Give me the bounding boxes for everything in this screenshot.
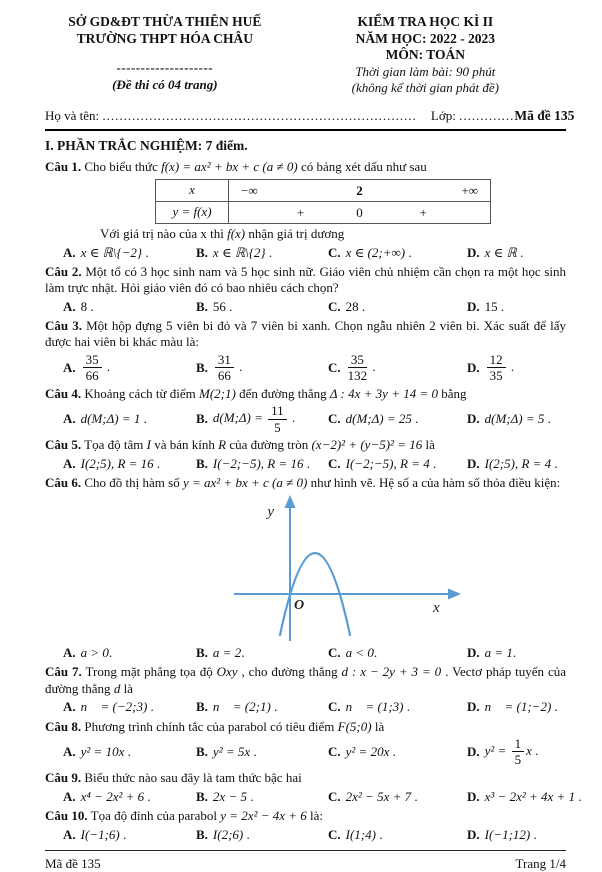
name-label: Họ và tên:	[45, 108, 100, 124]
option-letter: A.	[63, 411, 76, 427]
fraction: $\frac{11}{5}$	[268, 404, 287, 434]
question-number: Câu 1.	[45, 158, 82, 174]
school-year: NĂM HỌC: 2022 - 2023	[355, 30, 496, 46]
option-text: x ∈ ℝ .	[484, 244, 524, 260]
questions	[45, 157, 582, 846]
question-4	[45, 386, 566, 435]
question-6	[45, 475, 566, 662]
option-D	[467, 825, 566, 844]
sign-table-var: x	[189, 182, 195, 198]
duration-note: (không kể thời gian phát đề)	[351, 80, 499, 96]
option-D	[467, 698, 566, 717]
section-title: I. PHẦN TRẮC NGHIỆM: 7 điểm.	[45, 138, 248, 154]
question-number: Câu 8.	[45, 718, 82, 734]
option-text: x³ − 2x² + 4x + 1 .	[484, 788, 582, 804]
question-stem: Câu 4. Khoảng cách từ điểm M(2;1) đến đường thẳng Δ : 4x + 3y + 14 = 0 bằng	[45, 385, 467, 401]
option-letter: A.	[63, 455, 76, 471]
option-letter: B.	[196, 359, 208, 375]
subject: MÔN: TOÁN	[385, 47, 466, 63]
option-A	[63, 698, 196, 717]
option-letter: B.	[196, 826, 208, 842]
question-8	[45, 719, 566, 768]
neg-infinity: −∞	[241, 182, 258, 198]
option-letter: B.	[196, 455, 208, 471]
exam-title: KIỂM TRA HỌC KÌ II	[357, 14, 494, 29]
option-C	[328, 698, 467, 717]
question-stem: Câu 2. Một tổ có 3 học sinh nam và 5 học sinh nữ. Giáo viên chủ nhiệm cần chọn ra một học sinh làm trực nhật. Hỏi giáo viên đó có bao nhiêu cách chọn?	[45, 264, 567, 296]
name-field	[45, 108, 417, 124]
question-number: Câu 2.	[45, 264, 82, 280]
header-left	[45, 14, 285, 96]
name-dotted-line: ..........................................................................	[102, 108, 417, 124]
option-letter: D.	[467, 699, 480, 715]
option-text: a = 1.	[484, 644, 517, 660]
option-C	[328, 454, 467, 473]
option-D	[467, 403, 566, 435]
option-B	[196, 825, 328, 844]
option-A	[63, 454, 196, 473]
option-letter: D.	[467, 826, 480, 842]
question-stem: Câu 6. Cho đồ thị hàm số y = ax² + bx + c (a ≠ 0) như hình vẽ. Hệ số a của hàm số thỏa điều kiện:	[45, 475, 561, 491]
sign-table-sign-row	[229, 202, 491, 224]
answer-options	[45, 403, 566, 435]
sign-right: +	[419, 204, 427, 220]
option-C	[328, 243, 467, 262]
answer-options	[45, 787, 582, 806]
option-letter: C.	[328, 644, 341, 660]
option-letter: D.	[467, 359, 480, 375]
option-D	[467, 736, 566, 768]
question-10	[45, 808, 566, 844]
option-B	[196, 643, 328, 662]
option-A	[63, 297, 196, 316]
option-letter: A.	[63, 298, 76, 314]
option-text: 8 .	[80, 298, 94, 314]
option-C	[328, 403, 467, 435]
question-number: Câu 9.	[45, 770, 82, 786]
question-stem: Câu 8. Phương trình chính tắc của parabol có tiêu điểm F(5;0) là	[45, 718, 385, 734]
x-axis-label: x	[433, 600, 440, 617]
option-letter: C.	[328, 743, 341, 759]
option-text: I(2;5), R = 4 .	[484, 455, 558, 471]
option-text: I(2;5), R = 16 .	[80, 455, 161, 471]
option-C	[328, 787, 467, 806]
option-B	[196, 352, 328, 384]
option-A	[63, 787, 196, 806]
question-stem: Câu 3. Một hộp đựng 5 viên bi đỏ và 7 viên bi xanh. Chọn ngẫu nhiên 2 viên bi. Xác suất để lấy được hai viên bi khác màu là:	[45, 318, 566, 350]
option-text: x ∈ ℝ\{2} .	[212, 244, 273, 260]
option-B	[196, 243, 328, 262]
footer-exam-code: Mã đề 135	[45, 856, 101, 872]
option-text: x ∈ ℝ\{−2} .	[80, 244, 149, 260]
department-name: SỞ GD&ĐT THỪA THIÊN HUẾ	[68, 14, 262, 29]
question-number: Câu 3.	[45, 318, 82, 334]
option-text: 2x − 5 .	[212, 788, 254, 804]
option-C	[328, 297, 467, 316]
student-info-row	[45, 108, 575, 131]
option-letter: C.	[328, 826, 341, 842]
option-letter: A.	[63, 699, 76, 715]
option-letter: B.	[196, 743, 208, 759]
option-letter: B.	[196, 244, 208, 260]
option-D	[467, 643, 566, 662]
option-text: $\frac{35}{66}$ .	[81, 352, 111, 384]
question-number: Câu 4.	[45, 385, 82, 401]
answer-options	[45, 454, 566, 473]
option-D	[467, 297, 566, 316]
header-right	[285, 14, 566, 96]
answer-options	[45, 243, 566, 262]
fraction: $\frac{12}{35}$	[487, 353, 506, 383]
answer-options	[45, 643, 566, 662]
question-number: Câu 7.	[45, 664, 82, 680]
option-A	[63, 825, 196, 844]
option-letter: D.	[467, 455, 480, 471]
option-text: n⃗ = (2;1) .	[212, 699, 278, 715]
option-text: I(−2;−5), R = 4 .	[345, 455, 437, 471]
question-subtext: Với giá trị nào của x thì f(x) nhận giá trị dương	[100, 226, 345, 241]
option-text: n⃗ = (−2;3) .	[80, 699, 154, 715]
option-letter: A.	[63, 788, 76, 804]
option-text: a < 0.	[345, 644, 378, 660]
sign-zero: 0	[356, 204, 363, 220]
answer-options	[45, 736, 566, 768]
question-stem: Câu 9. Biểu thức nào sau đây là tam thức bậc hai	[45, 770, 302, 786]
option-text: y² = $\frac{1}{5}$ x .	[484, 735, 539, 768]
option-B	[196, 787, 328, 806]
option-letter: A.	[63, 826, 76, 842]
answer-options	[45, 297, 566, 316]
class-label: Lớp:	[430, 108, 456, 124]
option-B	[196, 736, 328, 768]
parabola-graph	[228, 493, 566, 643]
option-letter: C.	[328, 699, 341, 715]
option-text: d(M;Δ) = 1 .	[80, 411, 147, 427]
option-text: I(−1;12) .	[484, 826, 537, 842]
option-letter: C.	[328, 359, 341, 375]
option-letter: C.	[328, 244, 341, 260]
answer-options	[45, 698, 566, 717]
origin-label: O	[294, 598, 305, 614]
option-text: 2x² − 5x + 7 .	[345, 788, 418, 804]
option-B	[196, 698, 328, 717]
option-text: y² = 20x .	[345, 743, 396, 759]
option-text: I(−1;6) .	[80, 826, 127, 842]
exam-header	[45, 14, 566, 96]
option-text: d(M;Δ) = 5 .	[484, 411, 551, 427]
question-stem: Câu 7. Trong mặt phẳng tọa độ Oxy , cho đường thẳng d : x − 2y + 3 = 0 . Vectơ pháp tuyến của đường thẳng d là	[45, 664, 567, 696]
option-text: n⃗ = (1;−2) .	[484, 699, 558, 715]
option-letter: B.	[196, 699, 208, 715]
option-letter: A.	[63, 244, 76, 260]
option-text: x⁴ − 2x² + 6 .	[80, 788, 151, 804]
option-text: y² = 5x .	[212, 743, 257, 759]
option-letter: C.	[328, 298, 341, 314]
answer-options	[45, 352, 566, 384]
sign-table-x-row	[229, 180, 491, 202]
question-5	[45, 437, 566, 473]
question-number: Câu 5.	[45, 437, 82, 453]
fraction: $\frac{1}{5}$	[512, 737, 525, 767]
answer-options	[45, 825, 566, 844]
footer-page-number: Trang 1/4	[515, 856, 566, 872]
page-footer	[45, 850, 566, 872]
option-D	[467, 787, 582, 806]
pages-note: (Đề thi có 04 trang)	[112, 76, 218, 92]
question-stem: Câu 10. Tọa độ đỉnh của parabol y = 2x² − 4x + 6 là:	[45, 808, 324, 824]
separator-dashes: --------------------	[116, 60, 214, 76]
option-C	[328, 352, 467, 384]
option-A	[63, 352, 196, 384]
option-letter: D.	[467, 411, 480, 427]
root-value: 2	[356, 182, 363, 198]
option-letter: A.	[63, 359, 76, 375]
sign-table	[155, 179, 566, 224]
option-B	[196, 403, 328, 435]
option-text: 28 .	[345, 298, 366, 314]
y-axis-arrow-icon	[285, 495, 296, 508]
option-B	[196, 297, 328, 316]
exam-code: Mã đề 135	[514, 108, 575, 124]
question-number: Câu 10.	[45, 808, 88, 824]
option-letter: D.	[467, 644, 480, 660]
option-C	[328, 736, 467, 768]
duration: Thời gian làm bài: 90 phút	[355, 64, 496, 80]
option-letter: C.	[328, 788, 341, 804]
option-letter: B.	[196, 298, 208, 314]
question-stem: Câu 1. Cho biểu thức f(x) = ax² + bx + c (a ≠ 0) có bảng xét dấu như sau	[45, 158, 427, 174]
question-number: Câu 6.	[45, 475, 82, 491]
option-letter: A.	[63, 743, 76, 759]
fraction: $\frac{35}{66}$	[83, 353, 102, 383]
option-text: $\frac{31}{66}$ .	[213, 352, 243, 384]
option-text: n⃗ = (1;3) .	[345, 699, 411, 715]
option-letter: B.	[196, 788, 208, 804]
option-letter: A.	[63, 644, 76, 660]
option-letter: D.	[467, 298, 480, 314]
option-text: I(1;4) .	[345, 826, 383, 842]
sign-left: +	[296, 204, 305, 220]
option-letter: C.	[328, 411, 341, 427]
question-2	[45, 264, 566, 316]
option-D	[467, 352, 566, 384]
fraction: $\frac{35}{132}$	[347, 351, 368, 384]
option-C	[328, 643, 467, 662]
option-A	[63, 643, 196, 662]
option-letter: D.	[467, 244, 480, 260]
fraction: $\frac{31}{66}$	[215, 353, 234, 383]
option-text: $\frac{12}{35}$ .	[485, 352, 515, 384]
option-D	[467, 454, 566, 473]
option-text: I(2;6) .	[212, 826, 250, 842]
option-text: $\frac{35}{132}$ .	[347, 351, 376, 384]
x-axis-arrow-icon	[448, 589, 461, 600]
option-letter: B.	[196, 644, 208, 660]
option-text: y² = 10x .	[80, 743, 131, 759]
question-7	[45, 664, 566, 716]
class-field	[431, 108, 514, 124]
y-axis-label: y	[267, 504, 274, 521]
option-B	[196, 454, 328, 473]
option-D	[467, 243, 566, 262]
option-text: a > 0.	[80, 644, 113, 660]
school-name: TRƯỜNG THPT HÓA CHÂU	[76, 30, 254, 46]
option-A	[63, 243, 196, 262]
option-text: d(M;Δ) = 25 .	[345, 411, 419, 427]
option-text: d(M;Δ) = $\frac{11}{5}$ .	[212, 402, 296, 435]
option-C	[328, 825, 467, 844]
question-stem: Câu 5. Tọa độ tâm I và bán kính R của đường tròn (x−2)² + (y−5)² = 16 là	[45, 437, 435, 453]
parabola-graph-svg	[228, 493, 466, 643]
option-text: a = 2.	[212, 644, 245, 660]
option-letter: C.	[328, 455, 341, 471]
class-dotted-line: .............	[459, 108, 515, 124]
option-A	[63, 403, 196, 435]
option-letter: D.	[467, 743, 480, 759]
question-9	[45, 770, 582, 806]
pos-infinity: +∞	[461, 182, 478, 198]
option-text: 56 .	[212, 298, 233, 314]
question-1	[45, 159, 566, 262]
option-text: I(−2;−5), R = 16 .	[212, 455, 310, 471]
option-letter: B.	[196, 411, 208, 427]
option-text: x ∈ (2;+∞) .	[345, 244, 412, 260]
option-text: 15 .	[484, 298, 505, 314]
option-A	[63, 736, 196, 768]
sign-table-func: y = f(x)	[172, 204, 212, 220]
option-letter: D.	[467, 788, 480, 804]
question-3	[45, 318, 566, 384]
